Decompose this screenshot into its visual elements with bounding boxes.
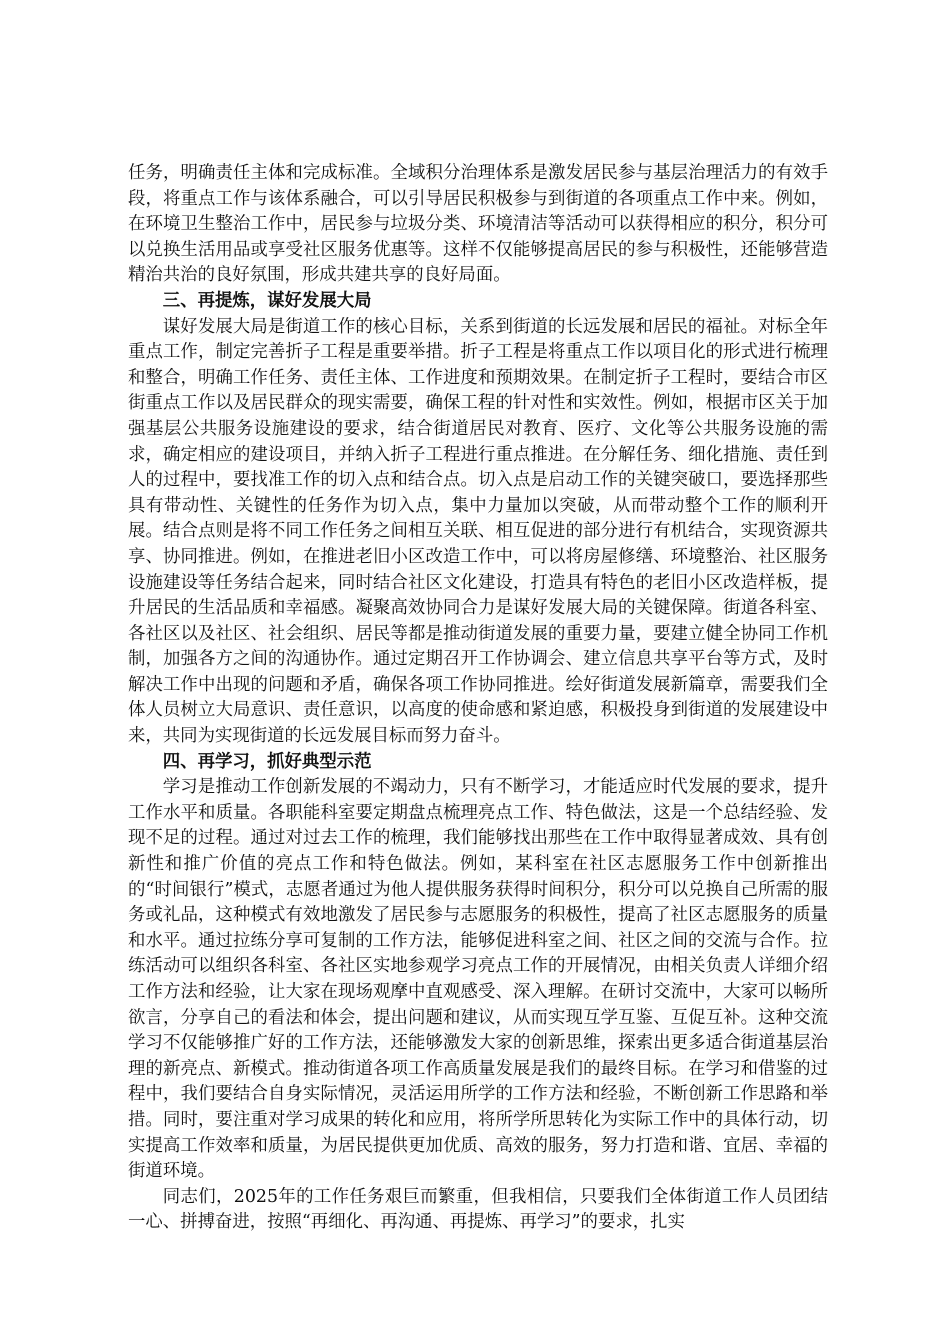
- section-heading-3: 三、再提炼，谋好发展大局: [162, 290, 372, 311]
- section-heading-4: 四、再学习，抓好典型示范: [162, 751, 372, 772]
- document-page: [128, 161, 828, 1236]
- paragraph-section-3: 谋好发展大局是街道工作的核心目标，关系到街道的长远发展和居民的福祉。对标全年重点工作，制定完善折子工程是重要举措。折子工程是将重点工作以项目化的形式进行梳理和整合，明确工作任务、责任主体、工作进度和预期效果。在制定折子工程时，要结合市区街重点工作以及居民群众的现实需要，确保工程的针对性和实效性。例如，根据市区关于加强基层公共服务设施建设的要求，结合街道居民对教育、医疗、文化等公共服务设施的需求，确定相应的建设项目，并纳入折子工程进行重点推进。在分解任务、细化措施、责任到人的过程中，要找准工作的切入点和结合点。切入点是启动工作的关键突破口，要选择那些具有带动性、关键性的任务作为切入点，集中力量加以突破，从而带动整个工作的顺利开展。结合点则是将不同工作任务之间相互关联、相互促进的部分进行有机结合，实现资源共享、协同推进。例如，在推进老旧小区改造工作中，可以将房屋修缮、环境整治、社区服务设施建设等任务结合起来，同时结合社区文化建设，打造具有特色的老旧小区改造样板，提升居民的生活品质和幸福感。凝聚高效协同合力是谋好发展大局的关键保障。街道各科室、各社区以及社区、社会组织、居民等都是推动街道发展的重要力量，要建立健全协同工作机制，加强各方之间的沟通协作。通过定期召开工作协调会、建立信息共享平台等方式，及时解决工作中出现的问题和矛盾，确保各项工作协同推进。绘好街道发展新篇章，需要我们全体人员树立大局意识、责任意识，以高度的使命感和紧迫感，积极投身到街道的发展建设中来，共同为实现街道的长远发展目标而努力奋斗。: [128, 316, 828, 747]
- paragraph-carryover: 任务，明确责任主体和完成标准。全域积分治理体系是激发居民参与基层治理活力的有效手段，将重点工作与该体系融合，可以引导居民积极参与到街道的各项重点工作中来。例如，在环境卫生整治工作中，居民参与垃圾分类、环境清洁等活动可以获得相应的积分，积分可以兑换生活用品或享受社区服务优惠等。这样不仅能够提高居民的参与积极性，还能够营造精治共治的良好氛围，形成共建共享的良好局面。: [128, 163, 828, 286]
- paragraph-section-4: 学习是推动工作创新发展的不竭动力，只有不断学习，才能适应时代发展的要求，提升工作水平和质量。各职能科室要定期盘点梳理亮点工作、特色做法，这是一个总结经验、发现不足的过程。通过对过去工作的梳理，我们能够找出那些在工作中取得显著成效、具有创新性和推广价值的亮点工作和特色做法。例如，某科室在社区志愿服务工作中创新推出的“时间银行”模式，志愿者通过为他人提供服务获得时间积分，积分可以兑换自己所需的服务或礼品，这种模式有效地激发了居民参与志愿服务的积极性，提高了社区志愿服务的质量和水平。通过拉练分享可复制的工作方法，能够促进科室之间、社区之间的交流与合作。拉练活动可以组织各科室、各社区实地参观学习亮点工作的开展情况，由相关负责人详细介绍工作方法和经验，让大家在现场观摩中直观感受、深入理解。在研讨交流中，大家可以畅所欲言，分享自己的看法和体会，提出问题和建议，从而实现互学互鉴、互促互补。这种交流学习不仅能够推广好的工作方法，还能够激发大家的创新思维，探索出更多适合街道基层治理的新亮点、新模式。推动街道各项工作高质量发展是我们的最终目标。在学习和借鉴的过程中，我们要结合自身实际情况，灵活运用所学的工作方法和经验，不断创新工作思路和举措。同时，要注重对学习成果的转化和应用，将所学所思转化为实际工作中的具体行动，切实提高工作效率和质量，为居民提供更加优质、高效的服务，努力打造和谐、宜居、幸福的街道环境。: [128, 777, 828, 1182]
- paragraph-closing: 同志们，2025年的工作任务艰巨而繁重，但我相信，只要我们全体街道工作人员团结一心、拼搏奋进，按照“再细化、再沟通、再提炼、再学习”的要求，扎实: [128, 1186, 828, 1233]
